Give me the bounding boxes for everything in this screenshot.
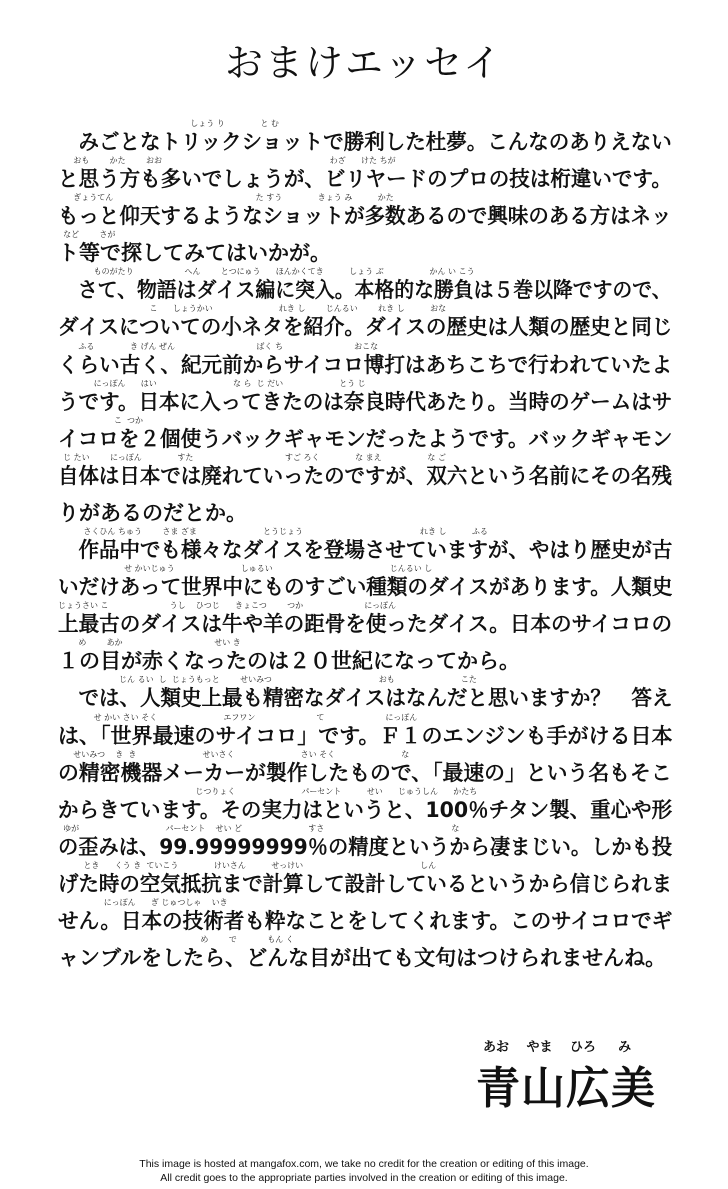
furigana: じょうさい こ うし ひつじ きょこつ つか にっぽん [58,601,397,611]
essay-line-text: イコロを２個使うバックギャモンだったようです。バックギャモン [58,426,673,451]
furigana: じつりょく パーセント せい じゅうしん かたち [58,786,478,796]
furigana: さくひん ちゅう さま ざま とうじょう れき し ふる [58,527,488,537]
furigana: ぎょうてん た すう きょう み かた [58,193,394,203]
essay-line [58,526,672,563]
furigana: ふる き げん ぜん ばく ち おこな [58,341,379,351]
furigana: せいみつ き き せいさく さい そく な [58,749,410,759]
essay-body [58,118,672,971]
essay-line [58,341,672,378]
furigana: じん るい し じょうもっと せいみつ おも こた [58,675,477,685]
essay-line [58,489,672,526]
essay-line [58,118,672,155]
essay-line-text: からきています。その実力はというと、100％チタン製、重心や形 [58,797,673,822]
essay-line [58,229,672,266]
essay-line-text: みごとなトリックショットで勝利した杜夢。こんなのありえない [58,130,672,154]
essay-line [58,674,672,711]
essay-line [58,712,672,749]
essay-line [58,155,672,192]
essay-line [58,192,672,229]
essay-line [58,823,672,860]
furigana: にっぽん ぎ じゅつしゃ いき [58,897,228,907]
author-signature: 青山広美 [476,1063,656,1114]
essay-line [58,266,672,303]
essay-line-text: せん。日本の技術者も粋なことをしてくれます。このサイコロでギ [58,908,673,933]
essay-line-text: 作品中でも様々なダイスを登場させていますが、やはり歴史が古 [58,538,673,563]
furigana: しょう り と む [58,119,279,128]
essay-line [58,563,672,600]
furigana: め あか せい き [58,638,241,648]
furigana: ものがたり へん とつにゅう ほんかくてき しょう ぶ かん い こう [58,267,475,277]
essay-line-text: ダイスについての小ネタを紹介。ダイスの歴史は人類の歴史と同じ [58,315,673,340]
page-title: おまけエッセイ [224,41,504,85]
essay-line-text: りがあるのだとか。 [58,500,247,525]
essay-line-text: ト等で探してみてはいかが。 [58,241,331,266]
furigana: じ たい にっぽん すた すご ろく な まえ な ご [58,452,446,462]
essay-line [58,786,672,823]
essay-line-text: と思う方も多いでしょうが、ビリヤードのプロの技は桁違いです。 [58,167,672,192]
essay-line-text: １の目が赤くなったのは２０世紀になってから。 [58,649,520,674]
essay-line-text: くらい古く、紀元前からサイコロ博打はあちこちで行われていたよ [58,352,673,377]
furigana: ゆが パーセント せい ど すさ な [58,823,460,833]
essay-line [58,749,672,786]
hosting-credit-footer [0,1157,728,1185]
footer-line-2: All credit goes to the appropriate parties involved in the creation or editing of this image. [160,1172,568,1184]
essay-line [58,415,672,452]
furigana: こ つか [58,415,144,425]
essay-line-text: さて、物語はダイス編に突入。本格的な勝負は５巻以降ですので、 [58,278,672,303]
essay-line-text: 上最古のダイスは牛や羊の距骨を使ったダイス。日本のサイコロの [58,612,673,637]
essay-line [58,303,672,340]
essay-line [58,378,672,415]
furigana: め で もん く [58,935,294,945]
essay-line [58,934,672,971]
footer-line-1: This image is hosted at mangafox.com, we take no credit for the creation or editing of this image. [139,1158,589,1170]
author-name-furigana: あお やま ひろ み [483,1040,632,1055]
essay-line-text: げた時の空気抵抗まで計算して設計しているというから信じられま [58,871,672,896]
essay-line-text: もっと仰天するようなショットが多数あるので興味のある方はネッ [58,204,672,229]
essay-line [58,600,672,637]
furigana: など さが [58,230,116,240]
essay-line [58,897,672,934]
furigana: せ かいじゅう しゅるい じんるい し [58,564,433,574]
essay-line-text: うです。日本に入ってきたのは奈良時代あたり。当時のゲームはサ [58,389,673,414]
furigana: にっぽん はい な ら じ だい とう じ [58,378,366,388]
essay-line-text: は、「世界最速のサイコロ」です。Ｆ１のエンジンも手がける日本 [58,723,673,748]
essay-line [58,860,672,897]
essay-line-text: ャンブルをしたら、どんな目が出ても文句はつけられませんね。 [58,946,667,971]
essay-line-text: の精密機器メーカーが製作したもので、「最速の」という名もそこ [58,760,672,785]
essay-line [58,637,672,674]
essay-line-text: いだけあって世界中にものすごい種類のダイスがあります。人類史 [58,575,673,600]
furigana: こ しょうかい れき し じんるい れき し おな [58,304,447,314]
essay-line-text: では、人類史上最も精密なダイスはなんだと思いますか？ 答え [58,686,673,711]
furigana: とき くう き ていこう けいさん せっけい しん [58,860,437,870]
essay-line [58,452,672,489]
furigana: せ かい さい そく エフワン て にっぽん [58,712,418,722]
essay-line-text: の歪みは、99.99999999％の精度というから凄まじい。しかも投 [58,834,673,859]
furigana: おも かた おお わざ けた ちが [58,156,396,166]
essay-line-text: 自体は日本では廃れていったのですが、双六という名前にその名残 [58,463,672,488]
